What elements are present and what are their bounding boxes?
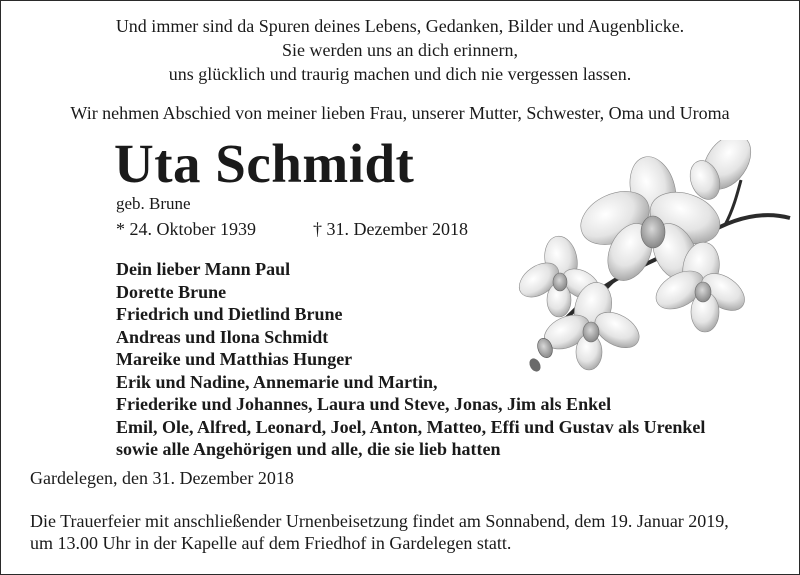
poem-line: Sie werden uns an dich erinnern, [282,40,518,60]
poem-line: uns glücklich und traurig machen und dich nie vergessen lassen. [168,64,632,84]
poem [0,14,800,86]
mourner-line: Friedrich und Dietlind Brune [116,304,343,324]
mourner-line: Dein lieber Mann Paul [116,259,291,279]
poem-line: Und immer sind da Spuren deines Lebens, Gedanken, Bilder und Augenblicke. [115,16,685,36]
funeral-line: um 13.00 Uhr in der Kapelle auf dem Friedhof in Gardelegen statt. [30,533,512,553]
death-date: † 31. Dezember 2018 [313,219,468,239]
mourner-line: Emil, Ole, Alfred, Leonard, Joel, Anton, Matteo, Effi und Gustav als Urenkel [116,416,706,437]
farewell-intro: Wir nehmen Abschied von meiner lieben Frau, unserer Mutter, Schwester, Oma und Uroma [70,103,730,123]
mourner-line: Friederike und Johannes, Laura und Steve, Jonas, Jim als Enkel [116,394,612,414]
birth-date: * 24. Oktober 1939 [116,219,256,239]
maiden-name: geb. Brune [116,194,191,213]
mourner-line: Mareike und Matthias Hunger [116,349,353,369]
orchid-image [505,140,800,380]
deceased-name: Uta Schmidt [114,133,415,194]
funeral-info [30,510,729,554]
mourner-line: Erik und Nadine, Annemarie und Martin, [116,371,438,392]
mourner-line: Dorette Brune [116,281,227,302]
mourner-line: Andreas und Ilona Schmidt [116,326,329,347]
funeral-line: Die Trauerfeier mit anschließender Urnenbeisetzung findet am Sonnabend, dem 19. Januar 2019, [30,511,729,531]
place-and-date: Gardelegen, den 31. Dezember 2018 [30,468,294,488]
mourner-line: sowie alle Angehörigen und alle, die sie lieb hatten [116,439,501,459]
